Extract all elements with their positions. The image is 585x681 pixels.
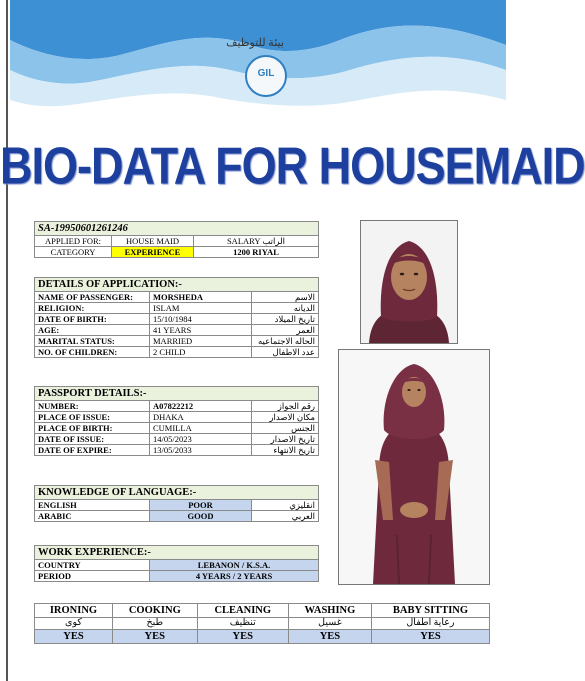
row-label: DATE OF BIRTH: [35, 314, 150, 325]
row-label: DATE OF EXPIRE: [35, 445, 150, 456]
salary-label: SALARY [226, 236, 261, 246]
applied-for-value: HOUSE MAID [112, 236, 194, 247]
row-value: GOOD [150, 511, 252, 522]
row-arabic: انقليزي [252, 500, 319, 511]
row-label: RELIGION: [35, 303, 150, 314]
table-row [35, 325, 319, 336]
salary-value: 1200 RIYAL [194, 247, 319, 258]
passport-heading: PASSPORT DETAILS:- [35, 387, 319, 401]
table-row [35, 292, 319, 303]
language-heading: KNOWLEDGE OF LANGUAGE:- [35, 486, 319, 500]
table-row [35, 401, 319, 412]
skill-arabic: تنظيف [197, 618, 288, 630]
row-value: POOR [150, 500, 252, 511]
row-arabic: العربي [252, 511, 319, 522]
applied-for-label: APPLIED FOR: [35, 236, 112, 247]
row-label: ENGLISH [35, 500, 150, 511]
skill-value: YES [371, 630, 489, 644]
table-row [35, 423, 319, 434]
experience-table [34, 545, 319, 582]
skill-arabic: طبخ [112, 618, 197, 630]
category-label: CATEGORY [35, 247, 112, 258]
row-arabic: تاريخ الانتهاء [252, 445, 319, 456]
skill-name: IRONING [35, 604, 113, 618]
application-heading: DETAILS OF APPLICATION:- [35, 278, 319, 292]
language-table [34, 485, 319, 522]
table-row [35, 347, 319, 358]
table-row [35, 445, 319, 456]
logo-text: GIL [257, 68, 275, 79]
ref-number: SA-19950601261246 [35, 222, 319, 236]
row-label: PLACE OF ISSUE: [35, 412, 150, 423]
full-body-photo [338, 349, 490, 585]
row-value: DHAKA [150, 412, 252, 423]
row-label: NUMBER: [35, 401, 150, 412]
row-label: DATE OF ISSUE: [35, 434, 150, 445]
row-value: 4 YEARS / 2 YEARS [150, 571, 319, 582]
row-label: ARABIC [35, 511, 150, 522]
table-row [35, 560, 319, 571]
full-body-image [339, 350, 489, 584]
row-label: PLACE OF BIRTH: [35, 423, 150, 434]
skill-arabic: رعاية اطفال [371, 618, 489, 630]
application-table [34, 277, 319, 358]
table-row [35, 500, 319, 511]
arabic-logo-text: بيئة للتوظيف [226, 37, 284, 49]
experience-heading: WORK EXPERIENCE:- [35, 546, 319, 560]
row-label: MARITAL STATUS: [35, 336, 150, 347]
skills-table [34, 603, 490, 644]
portrait-image [361, 221, 457, 343]
skill-value: YES [288, 630, 371, 644]
row-label: AGE: [35, 325, 150, 336]
row-value: LEBANON / K.S.A. [150, 560, 319, 571]
skill-value: YES [112, 630, 197, 644]
row-arabic: الديانه [252, 303, 319, 314]
row-value: MORSHEDA [150, 292, 252, 303]
category-value: EXPERIENCE [112, 247, 194, 258]
row-value: 14/05/2023 [150, 434, 252, 445]
table-row [35, 303, 319, 314]
page-edge [6, 0, 8, 681]
skill-name: COOKING [112, 604, 197, 618]
company-logo [245, 55, 287, 97]
row-label: NAME OF PASSENGER: [35, 292, 150, 303]
skill-value: YES [35, 630, 113, 644]
row-value: MARRIED [150, 336, 252, 347]
row-value: 13/05/2033 [150, 445, 252, 456]
skill-name: BABY SITTING [371, 604, 489, 618]
table-row [35, 336, 319, 347]
table-row [35, 314, 319, 325]
salary-label-cell [194, 236, 319, 247]
row-arabic: تاريخ الاصدار [252, 434, 319, 445]
row-value: 15/10/1984 [150, 314, 252, 325]
table-row [35, 571, 319, 582]
row-arabic: العمر [252, 325, 319, 336]
table-row [35, 412, 319, 423]
salary-label-ar: الراتب [262, 236, 286, 246]
row-arabic: رقم الجواز [252, 401, 319, 412]
summary-table [34, 221, 319, 258]
skill-arabic: كوى [35, 618, 113, 630]
row-arabic: تاريخ الميلاد [252, 314, 319, 325]
skill-name: WASHING [288, 604, 371, 618]
skill-value: YES [197, 630, 288, 644]
passport-table [34, 386, 319, 456]
row-label: PERIOD [35, 571, 150, 582]
portrait-photo [360, 220, 458, 344]
row-value: CUMILLA [150, 423, 252, 434]
table-row [35, 434, 319, 445]
header-banner [10, 0, 506, 118]
row-arabic: الحاله الاجتماعيه [252, 336, 319, 347]
row-value: 41 YEARS [150, 325, 252, 336]
row-value: A07822212 [150, 401, 252, 412]
row-label: NO. OF CHILDREN: [35, 347, 150, 358]
skill-name: CLEANING [197, 604, 288, 618]
table-row [35, 511, 319, 522]
skill-arabic: غسيل [288, 618, 371, 630]
row-arabic: الجنس [252, 423, 319, 434]
row-arabic: مكان الاصدار [252, 412, 319, 423]
row-arabic: عدد الاطفال [252, 347, 319, 358]
row-value: ISLAM [150, 303, 252, 314]
row-arabic: الاسم [252, 292, 319, 303]
row-value: 2 CHILD [150, 347, 252, 358]
page-title: BIO-DATA FOR HOUSEMAID [0, 136, 585, 195]
row-label: COUNTRY [35, 560, 150, 571]
